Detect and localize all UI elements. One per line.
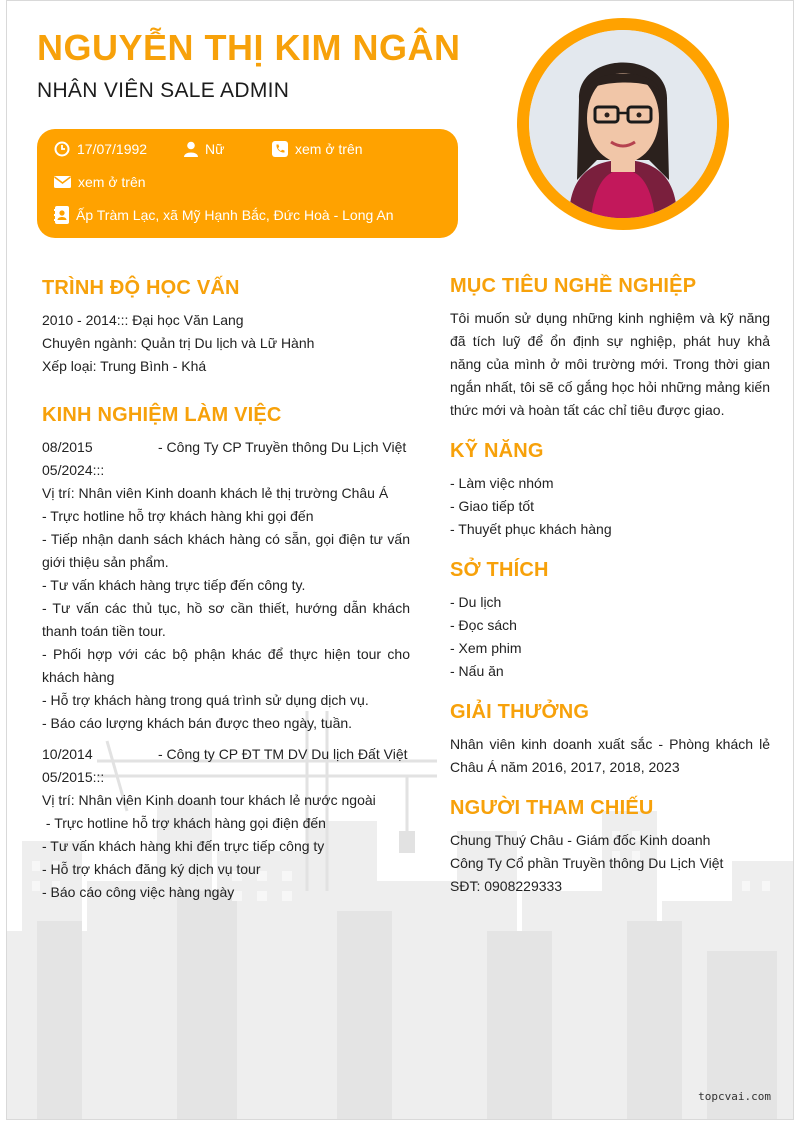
job-end-date: 05/2024::: xyxy=(42,462,105,478)
references-heading: NGƯỜI THAM CHIẾU xyxy=(450,797,654,819)
job-company: - Công ty CP ĐT TM DV Du lịch Đất Việt xyxy=(158,746,408,762)
avatar-frame xyxy=(517,18,729,230)
awards-text: Nhân viên kinh doanh xuất sắc - Phòng khách lẻ Châu Á năm 2016, 2017, 2018, 2023 xyxy=(450,736,770,775)
candidate-name: NGUYỄN THỊ KIM NGÂN xyxy=(37,27,461,68)
job-entry xyxy=(42,436,410,735)
job-header xyxy=(42,436,410,459)
reference-line: Công Ty Cổ phần Truyền thông Du Lịch Việt xyxy=(450,855,724,871)
address-value: Ấp Tràm Lạc, xã Mỹ Hạnh Bắc, Đức Hoà - Long An xyxy=(76,207,394,223)
email-value: xem ở trên xyxy=(78,174,146,190)
job-line: Vị trí: Nhân viên Kinh doanh tour khách lẻ nước ngoài xyxy=(42,792,376,808)
references-list xyxy=(450,829,770,898)
hobbies-list xyxy=(450,591,770,683)
job-start-date: 08/2015 xyxy=(42,439,93,455)
job-line: - Tiếp nhận danh sách khách hàng có sẵn, gọi điện tư vấn giới thiệu sản phẩm. xyxy=(42,531,410,570)
job-line: - Tư vấn khách hàng trực tiếp đến công ty. xyxy=(42,577,306,593)
skill-item: - Thuyết phục khách hàng xyxy=(450,521,612,537)
contact-info-box xyxy=(37,129,458,238)
job-start-date: 10/2014 xyxy=(42,746,93,762)
job-line: - Báo cáo công việc hàng ngày xyxy=(42,884,235,900)
education-line: Chuyên ngành: Quản trị Du lịch và Lữ Hành xyxy=(42,335,315,351)
skills-list xyxy=(450,472,770,541)
phone-value: xem ở trên xyxy=(295,141,363,157)
awards-heading: GIẢI THƯỞNG xyxy=(450,701,590,723)
job-line: - Báo cáo lượng khách bán được theo ngày, tuần. xyxy=(42,715,353,731)
job-line: Vị trí: Nhân viên Kinh doanh khách lẻ thị trường Châu Á xyxy=(42,485,389,501)
objective-text: Tôi muốn sử dụng những kinh nghiệm và kỹ năng đã tích luỹ để ổn định sự nghiệp, phát huy khả năng của mình ở môi trường mới. Trong thời gian ngắn nhất, tôi sẽ cố gắng học hỏi những mảng kiến thức mới và hoàn tất các chỉ tiêu được giao. xyxy=(450,310,770,418)
reference-line: Chung Thuý Châu - Giám đốc Kinh doanh xyxy=(450,832,711,848)
hobbies-heading: SỞ THÍCH xyxy=(450,559,549,581)
reference-line: SĐT: 0908229333 xyxy=(450,878,563,894)
hobby-item: - Xem phim xyxy=(450,640,522,656)
address-item xyxy=(54,206,394,224)
gender-item xyxy=(184,141,224,157)
objective-heading: MỤC TIÊU NGHỀ NGHIỆP xyxy=(450,275,697,297)
user-icon xyxy=(184,141,198,157)
phone-item xyxy=(272,141,363,157)
education-line: Xếp loại: Trung Bình - Khá xyxy=(42,358,207,374)
birthday-value: 17/07/1992 xyxy=(77,141,148,157)
envelope-icon xyxy=(54,175,71,189)
clock-icon xyxy=(54,141,70,157)
hobby-item: - Du lịch xyxy=(450,594,502,610)
experience-heading: KINH NGHIỆM LÀM VIỆC xyxy=(42,404,282,426)
job-line: - Trực hotline hỗ trợ khách hàng gọi điện đến xyxy=(42,815,326,831)
avatar xyxy=(529,30,717,218)
job-line: - Trực hotline hỗ trợ khách hàng khi gọi đến xyxy=(42,508,314,524)
hobby-item: - Đọc sách xyxy=(450,617,517,633)
job-company: - Công Ty CP Truyền thông Du Lịch Việt xyxy=(158,439,407,455)
education-heading: TRÌNH ĐỘ HỌC VẤN xyxy=(42,277,240,299)
job-header xyxy=(42,743,410,766)
resume-page xyxy=(6,0,794,1120)
job-line: - Phối hợp với các bộ phận khác để thực hiện tour cho khách hàng xyxy=(42,646,410,685)
education-line: 2010 - 2014::: Đại học Văn Lang xyxy=(42,312,244,328)
job-entry xyxy=(42,743,410,904)
job-line: - Tư vấn các thủ tục, hồ sơ cần thiết, hướng dẫn khách thanh toán tiền tour. xyxy=(42,600,410,639)
address-book-icon xyxy=(54,206,69,224)
watermark-text: topcvai.com xyxy=(698,1090,771,1103)
job-line: - Hỗ trợ khách đăng ký dịch vụ tour xyxy=(42,861,261,877)
hobby-item: - Nấu ăn xyxy=(450,663,504,679)
candidate-position: NHÂN VIÊN SALE ADMIN xyxy=(37,79,290,102)
skills-heading: KỸ NĂNG xyxy=(450,440,544,462)
education-section xyxy=(42,309,412,378)
email-item xyxy=(54,174,146,190)
skill-item: - Giao tiếp tốt xyxy=(450,498,535,514)
job-line: - Tư vấn khách hàng khi đến trực tiếp công ty xyxy=(42,838,325,854)
job-end-date: 05/2015::: xyxy=(42,769,105,785)
birthday-item xyxy=(54,141,147,157)
skill-item: - Làm việc nhóm xyxy=(450,475,554,491)
gender-value: Nữ xyxy=(205,141,225,157)
phone-icon xyxy=(272,141,288,157)
job-line: - Hỗ trợ khách hàng trong quá trình sử dụng dịch vụ. xyxy=(42,692,369,708)
